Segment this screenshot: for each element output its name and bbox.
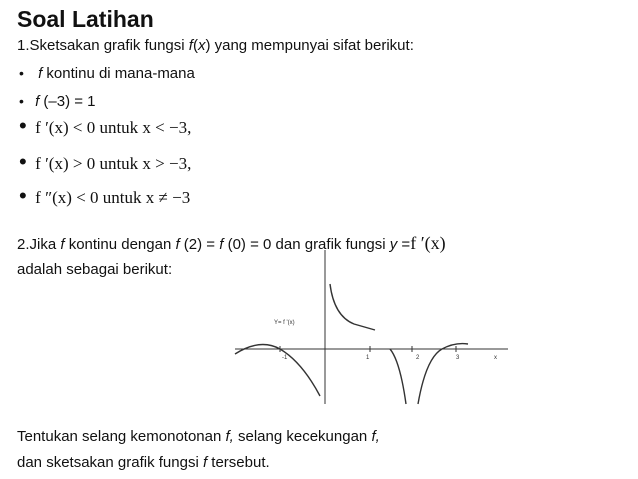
footer-line1 bbox=[17, 428, 380, 445]
q1-intro bbox=[17, 37, 414, 54]
curve-right bbox=[418, 344, 468, 404]
q2-text-e: = bbox=[397, 236, 411, 253]
q1-intro-paren: ( bbox=[192, 37, 198, 54]
q2-text-c: (2) = bbox=[179, 236, 220, 253]
q1-intro-prefix: 1.Sketsakan grafik fungsi bbox=[17, 37, 189, 54]
tick-label: -1 bbox=[282, 355, 288, 361]
q2-fn: f bbox=[219, 236, 224, 253]
footer-text-b: selang kecekungan bbox=[233, 428, 372, 445]
q1-bullet-second-derivative bbox=[19, 185, 190, 208]
bullet-dot: • bbox=[19, 93, 24, 109]
tick-label: 3 bbox=[456, 355, 460, 361]
q1-bullet-derivative-negative bbox=[19, 115, 191, 138]
x-axis-label: x bbox=[494, 355, 497, 361]
bullet-math: f ″(x) < 0 untuk x ≠ −3 bbox=[35, 188, 191, 207]
bullet-fn: f bbox=[35, 93, 40, 110]
bullet-text: kontinu di mana-mana bbox=[42, 65, 195, 82]
q2-derivative-math: f ′(x) bbox=[410, 233, 446, 253]
tick-label: 1 bbox=[366, 355, 370, 361]
footer-text-a: Tentukan selang kemonotonan bbox=[17, 428, 226, 445]
footer-fn: f, bbox=[371, 428, 380, 445]
function-label: Y= f '(x) bbox=[274, 320, 295, 326]
bullet-math: f ′(x) > 0 untuk x > −3, bbox=[35, 154, 192, 173]
q2-fn: f bbox=[60, 236, 65, 253]
page-title: Soal Latihan bbox=[17, 6, 154, 32]
footer-fn: f, bbox=[225, 428, 234, 445]
bullet-dot: • bbox=[19, 113, 27, 138]
bullet-text: (–3) = 1 bbox=[39, 93, 96, 110]
bullet-fn: f bbox=[38, 65, 43, 82]
footer-text-d: tersebut. bbox=[207, 454, 270, 471]
footer-fn: f bbox=[202, 454, 208, 471]
q2-line2: adalah sebagai berikut: bbox=[17, 261, 173, 278]
q1-bullet-value bbox=[19, 93, 96, 110]
q2-fn: f bbox=[175, 236, 180, 253]
curve-middle-upper bbox=[330, 284, 375, 330]
tick-label: 2 bbox=[416, 355, 420, 361]
curve-left bbox=[235, 345, 320, 396]
bullet-dot: • bbox=[19, 183, 27, 208]
footer-line2 bbox=[17, 454, 270, 471]
footer-text-c: dan sketsakan grafik fungsi bbox=[17, 454, 203, 471]
bullet-dot: • bbox=[19, 149, 27, 174]
q2-text-d: (0) = 0 dan grafik fungsi bbox=[223, 236, 390, 253]
bullet-math: f ′(x) < 0 untuk x < −3, bbox=[35, 118, 192, 137]
bullet-dot: • bbox=[19, 65, 24, 81]
derivative-graph bbox=[230, 246, 520, 406]
q2-text-a: 2.Jika bbox=[17, 236, 61, 253]
curve-middle-lower bbox=[390, 349, 406, 404]
q1-intro-fn: f bbox=[188, 37, 193, 54]
q2-y: y bbox=[389, 236, 398, 253]
q1-bullet-derivative-positive bbox=[19, 151, 191, 174]
q1-intro-suffix: ) yang mempunyai sifat berikut: bbox=[205, 37, 414, 54]
q1-intro-var: x bbox=[197, 37, 206, 54]
q1-bullet-continuous bbox=[19, 65, 195, 82]
q2-text-b: kontinu dengan bbox=[64, 236, 176, 253]
